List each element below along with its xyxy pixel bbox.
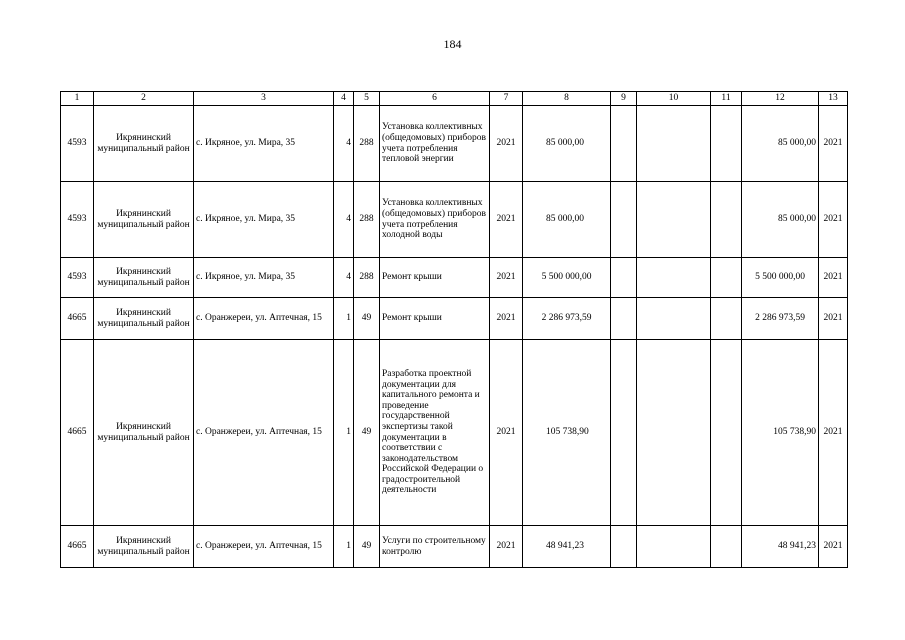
col5-cell: 288	[354, 258, 380, 298]
col9-cell	[611, 182, 637, 258]
address-cell: с. Оранжереи, ул. Аптечная, 15	[194, 298, 334, 340]
col13-cell: 2021	[819, 298, 848, 340]
work-type-cell: Установка коллективных (общедомовых) приборов учета потребления холодной воды	[380, 182, 490, 258]
col5-cell: 288	[354, 106, 380, 182]
col13-cell: 2021	[819, 340, 848, 526]
col11-cell	[711, 298, 742, 340]
col11-cell	[711, 340, 742, 526]
year-cell: 2021	[490, 182, 523, 258]
work-type-cell: Разработка проектной документации для капитального ремонта и проведение государственной экспертизы такой документации в соответствии с законодательством Российской Федерации о градостроительной деятельности	[380, 340, 490, 526]
object-id-cell: 4665	[61, 526, 94, 568]
header-cell-9: 9	[611, 92, 637, 106]
district-cell: Икрянинский муниципальный район	[94, 526, 194, 568]
year-cell: 2021	[490, 298, 523, 340]
col4-cell: 1	[334, 340, 354, 526]
col11-cell	[711, 526, 742, 568]
header-cell-10: 10	[637, 92, 711, 106]
district-cell: Икрянинский муниципальный район	[94, 298, 194, 340]
col4-cell: 1	[334, 298, 354, 340]
header-cell-13: 13	[819, 92, 848, 106]
header-row	[61, 92, 848, 106]
cost-cell: 48 941,23	[523, 526, 611, 568]
cost-cell: 85 000,00	[523, 182, 611, 258]
district-cell: Икрянинский муниципальный район	[94, 182, 194, 258]
header-cell-3: 3	[194, 92, 334, 106]
address-cell: с. Оранжереи, ул. Аптечная, 15	[194, 340, 334, 526]
table-row	[61, 106, 848, 182]
col11-cell	[711, 106, 742, 182]
object-id-cell: 4593	[61, 258, 94, 298]
table-row	[61, 298, 848, 340]
col5-cell: 288	[354, 182, 380, 258]
col5-cell: 49	[354, 340, 380, 526]
col13-cell: 2021	[819, 258, 848, 298]
year-cell: 2021	[490, 526, 523, 568]
col12-cell: 85 000,00	[742, 106, 819, 182]
work-type-cell: Ремонт крыши	[380, 258, 490, 298]
col5-cell: 49	[354, 526, 380, 568]
col10-cell	[637, 526, 711, 568]
address-cell: с. Икряное, ул. Мира, 35	[194, 182, 334, 258]
col9-cell	[611, 106, 637, 182]
col4-cell: 4	[334, 258, 354, 298]
table-row	[61, 182, 848, 258]
object-id-cell: 4665	[61, 298, 94, 340]
header-cell-11: 11	[711, 92, 742, 106]
year-cell: 2021	[490, 258, 523, 298]
header-cell-4: 4	[334, 92, 354, 106]
col12-cell: 48 941,23	[742, 526, 819, 568]
col9-cell	[611, 526, 637, 568]
col10-cell	[637, 298, 711, 340]
col10-cell	[637, 258, 711, 298]
header-cell-6: 6	[380, 92, 490, 106]
header-cell-1: 1	[61, 92, 94, 106]
capital-repair-table	[60, 91, 848, 568]
cost-cell: 2 286 973,59	[523, 298, 611, 340]
col5-cell: 49	[354, 298, 380, 340]
page-number: 184	[443, 37, 462, 51]
header-cell-7: 7	[490, 92, 523, 106]
address-cell: с. Икряное, ул. Мира, 35	[194, 106, 334, 182]
col13-cell: 2021	[819, 106, 848, 182]
district-cell: Икрянинский муниципальный район	[94, 258, 194, 298]
col4-cell: 4	[334, 106, 354, 182]
col9-cell	[611, 298, 637, 340]
object-id-cell: 4593	[61, 106, 94, 182]
header-cell-5: 5	[354, 92, 380, 106]
header-cell-12: 12	[742, 92, 819, 106]
col10-cell	[637, 106, 711, 182]
col4-cell: 4	[334, 182, 354, 258]
cost-cell: 85 000,00	[523, 106, 611, 182]
table-row	[61, 340, 848, 526]
district-cell: Икрянинский муниципальный район	[94, 106, 194, 182]
object-id-cell: 4593	[61, 182, 94, 258]
col11-cell	[711, 182, 742, 258]
col12-cell: 85 000,00	[742, 182, 819, 258]
table-row	[61, 526, 848, 568]
address-cell: с. Оранжереи, ул. Аптечная, 15	[194, 526, 334, 568]
col12-cell: 105 738,90	[742, 340, 819, 526]
object-id-cell: 4665	[61, 340, 94, 526]
year-cell: 2021	[490, 340, 523, 526]
work-type-cell: Ремонт крыши	[380, 298, 490, 340]
cost-cell: 105 738,90	[523, 340, 611, 526]
col12-cell: 5 500 000,00	[742, 258, 819, 298]
col13-cell: 2021	[819, 182, 848, 258]
cost-cell: 5 500 000,00	[523, 258, 611, 298]
year-cell: 2021	[490, 106, 523, 182]
work-type-cell: Установка коллективных (общедомовых) приборов учета потребления тепловой энергии	[380, 106, 490, 182]
col9-cell	[611, 340, 637, 526]
address-cell: с. Икряное, ул. Мира, 35	[194, 258, 334, 298]
work-type-cell: Услуги по строительному контролю	[380, 526, 490, 568]
col10-cell	[637, 340, 711, 526]
district-cell: Икрянинский муниципальный район	[94, 340, 194, 526]
col10-cell	[637, 182, 711, 258]
col13-cell: 2021	[819, 526, 848, 568]
header-cell-2: 2	[94, 92, 194, 106]
header-cell-8: 8	[523, 92, 611, 106]
col12-cell: 2 286 973,59	[742, 298, 819, 340]
col11-cell	[711, 258, 742, 298]
col9-cell	[611, 258, 637, 298]
table-row	[61, 258, 848, 298]
col4-cell: 1	[334, 526, 354, 568]
